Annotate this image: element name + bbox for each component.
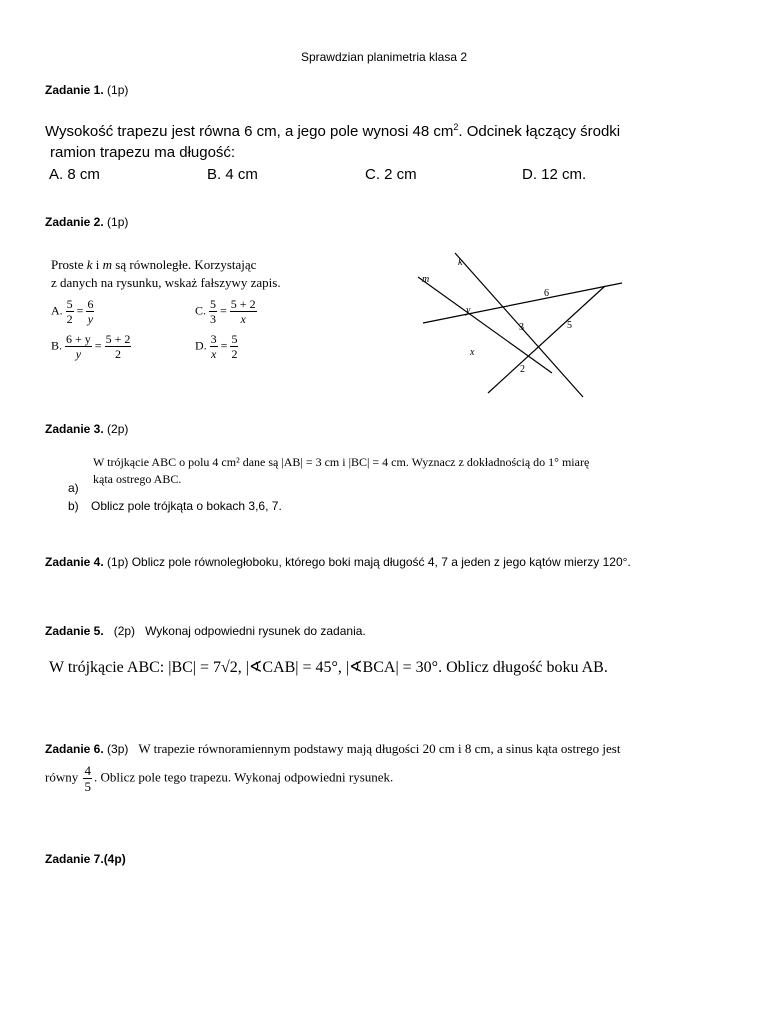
label-2: 2	[520, 364, 525, 375]
task-5-text: W trójkącie ABC: |BC| = 7√2, |∢CAB| = 45°, |∢BCA| = 30°. Oblicz długość boku AB.	[49, 659, 608, 676]
task-1-text-line2: ramion trapezu ma długość:	[50, 144, 236, 161]
task-1-heading: Zadanie 1. (1p)	[45, 83, 129, 97]
task-1-option-a: A. 8 cm	[49, 166, 100, 183]
task-1-option-b: B. 4 cm	[207, 166, 258, 183]
task-2-text-line2: z danych na rysunku, wskaż fałszywy zapis.	[51, 275, 281, 290]
task-6-text-line2: równy $\frac{4}{5}$ . Oblicz pole tego trapezu. Wykonaj odpowiedni rysunek.	[45, 763, 394, 794]
page-title: Sprawdzian planimetria klasa 2	[300, 50, 468, 64]
task-3b-label: b)	[68, 499, 79, 513]
task-2-option-b: B. $\frac{6 + y}{y}$ = $\frac{5 + 2}{2}$	[51, 332, 131, 361]
label-y: y	[466, 305, 471, 316]
task-2-text: Proste k i m są równoległe. Korzystając	[51, 257, 257, 272]
task-1-option-d: D. 12 cm.	[522, 166, 587, 183]
label-3: 3	[519, 322, 524, 333]
task-1-text: Wysokość trapezu jest równa 6 cm, a jego pole wynosi 48 $cm^2$. Odcinek łączący środki	[45, 122, 621, 140]
task-3a-text: W trójkącie ABC o polu 4 cm² dane są |AB| = 3 cm i |BC| = 4 cm. Wyznacz z dokładnością do 1° miarę	[93, 455, 590, 469]
task-2-option-a: A. $\frac{5}{2}$ = $\frac{6}{y}$	[51, 297, 94, 326]
parallel-lines-figure	[400, 250, 640, 400]
label-m: m	[422, 274, 430, 285]
task-5-heading: Zadanie 5. (2p) Wykonaj odpowiedni rysunek do zadania.	[45, 624, 366, 638]
transversal-top	[423, 283, 622, 323]
task-2-option-c: C. $\frac{5}{3}$ = $\frac{5 + 2}{x}$	[195, 297, 256, 326]
task-3a-label: a)	[68, 481, 79, 495]
task-1-option-c: C. 2 cm	[365, 166, 417, 183]
label-5: 5	[567, 320, 572, 331]
task-2-option-d: D. $\frac{3}{x}$ = $\frac{5}{2}$	[195, 332, 238, 361]
label-k: k	[458, 257, 463, 268]
line-m	[418, 277, 552, 373]
task-6-heading: Zadanie 6. (3p) W trapezie równoramiennym podstawy mają długości 20 cm i 8 cm, a sinus kąta ostrego jest	[45, 741, 621, 756]
task-3b-text: Oblicz pole trójkąta o bokach 3,6, 7.	[91, 499, 282, 513]
label-x: x	[470, 347, 475, 358]
task-7-heading: Zadanie 7.(4p)	[45, 852, 126, 866]
task-3a-text-line2: kąta ostrego ABC.	[93, 472, 182, 486]
task-2-heading: Zadanie 2. (1p)	[45, 215, 129, 229]
task-4: Zadanie 4. (1p) Oblicz pole równoległoboku, którego boki mają długość 4, 7 a jeden z jego kątów mierzy 120°.	[45, 555, 631, 569]
task-3-heading: Zadanie 3. (2p)	[45, 422, 129, 436]
label-6: 6	[544, 288, 549, 299]
